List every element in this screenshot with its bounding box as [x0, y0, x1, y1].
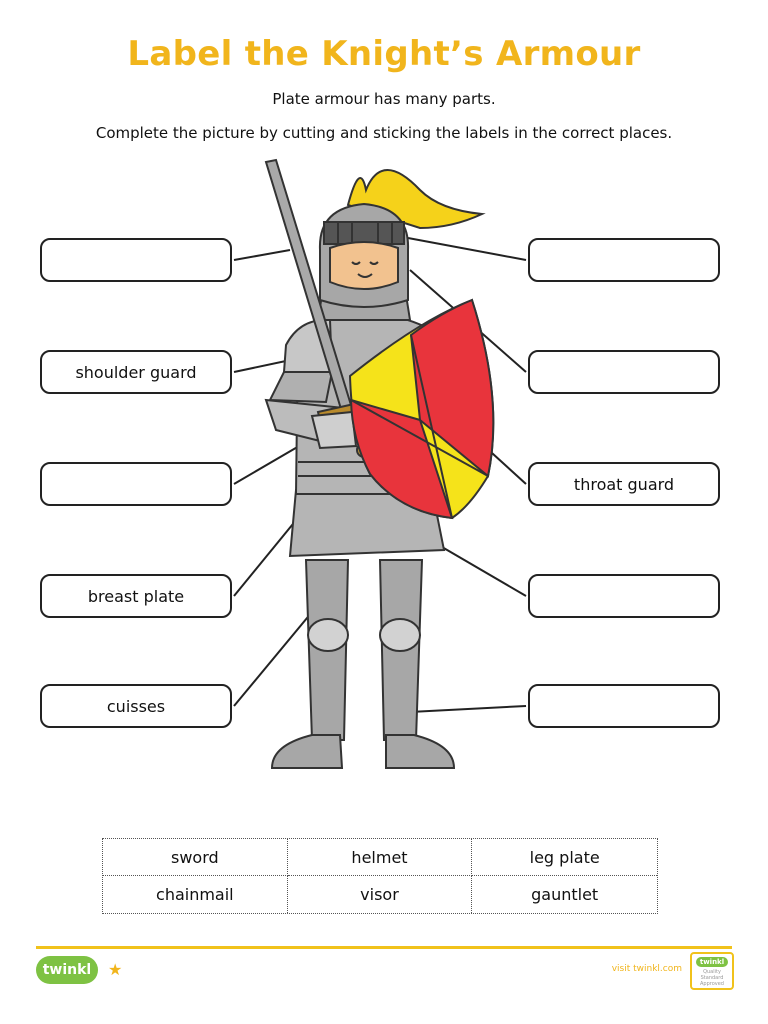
twinkl-logo: twinkl [36, 956, 98, 984]
helmet [320, 170, 482, 307]
label-box-right-4[interactable] [528, 574, 720, 618]
label-box-right-3[interactable]: throat guard [528, 462, 720, 506]
label-box-right-1[interactable] [528, 238, 720, 282]
label-box-right-5[interactable] [528, 684, 720, 728]
label-box-left-1[interactable] [40, 238, 232, 282]
leader-line [234, 612, 312, 706]
badge-logo: twinkl [696, 957, 728, 967]
word-card[interactable]: visor [288, 876, 473, 913]
badge-caption: Quality Standard Approved [700, 969, 724, 987]
label-box-left-5[interactable]: cuisses [40, 684, 232, 728]
label-box-left-3[interactable] [40, 462, 232, 506]
word-card[interactable]: chainmail [103, 876, 288, 913]
gauntlet [312, 412, 356, 448]
page-subtitle: Plate armour has many parts. [272, 90, 496, 108]
label-box-left-2[interactable]: shoulder guard [40, 350, 232, 394]
leader-line [410, 706, 526, 712]
label-box-right-2[interactable] [528, 350, 720, 394]
left-arm [270, 372, 332, 402]
left-knee [308, 619, 348, 651]
page-title: Label the Knight’s Armour [127, 34, 641, 74]
left-foot [272, 735, 342, 768]
face [330, 242, 398, 289]
right-knee [380, 619, 420, 651]
word-card[interactable]: helmet [288, 839, 473, 876]
instructions: Complete the picture by cutting and sticking the labels in the correct places. [95, 124, 673, 142]
label-box-left-4[interactable]: breast plate [40, 574, 232, 618]
word-card[interactable]: leg plate [472, 839, 657, 876]
quality-badge [690, 952, 734, 990]
footer-url[interactable]: visit twinkl.com [611, 964, 682, 974]
word-card[interactable]: sword [103, 839, 288, 876]
right-foot [386, 735, 454, 768]
word-bank [102, 838, 658, 914]
footer-divider [36, 946, 732, 949]
star-icon: ★ [108, 960, 123, 979]
leader-line [408, 238, 526, 260]
leader-line [234, 250, 290, 260]
word-card[interactable]: gauntlet [531, 885, 599, 904]
